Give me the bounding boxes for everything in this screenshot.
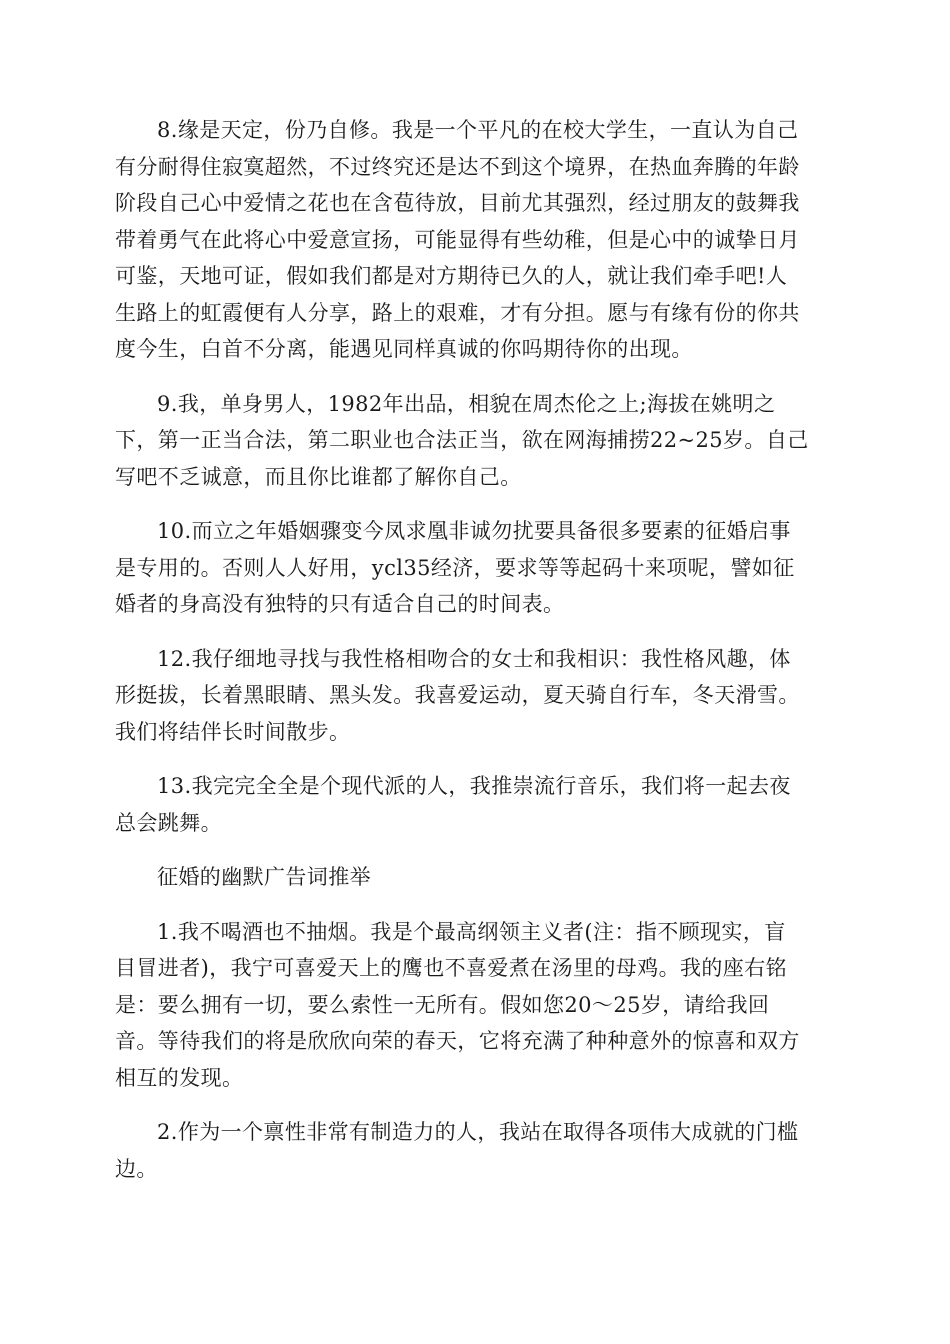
text-line: 是专用的。否则人人好用，ycl35经济，要求等等起码十来项呢，譬如征: [115, 555, 795, 580]
section-heading: 征婚的幽默广告词推举: [157, 865, 371, 889]
paragraph-12: [115, 641, 845, 751]
text-line: 2.作为一个禀性非常有制造力的人，我站在取得各项伟大成就的门槛: [157, 1120, 799, 1144]
text-line: 生路上的虹霞便有人分享，路上的艰难，才有分担。愿与有缘有份的你共: [115, 300, 800, 325]
text-line: 9.我，单身男人，1982年出品，相貌在周杰伦之上;海拔在姚明之: [157, 391, 776, 416]
text-line: 目冒进者)，我宁可喜爱天上的鹰也不喜爱煮在汤里的母鸡。我的座右铭: [115, 956, 787, 980]
text-line: 形挺拔，长着黑眼睛、黑头发。我喜爱运动，夏天骑自行车，冬天滑雪。: [115, 683, 800, 707]
text-line: 相互的发现。: [115, 1065, 244, 1090]
text-line: 我们将结伴长时间散步。: [115, 719, 351, 744]
text-line: 带着勇气在此将心中爱意宣扬，可能显得有些幼稚，但是心中的诚挚日月: [115, 227, 800, 252]
text-line: 10.而立之年婚姻骤变今凤求凰非诚勿扰要具备很多要素的征婚启事: [157, 519, 791, 543]
text-line: 1.我不喝酒也不抽烟。我是个最高纲领主义者(注：指不顾现实，盲: [157, 919, 786, 944]
text-line: 边。: [115, 1156, 158, 1181]
text-line: 12.我仔细地寻找与我性格相吻合的女士和我相识：我性格风趣，体: [157, 646, 791, 671]
text-line: 阶段自己心中爱情之花也在含苞待放，目前尤其强烈，经过朋友的鼓舞我: [115, 191, 800, 215]
paragraph-2: [115, 1114, 845, 1187]
paragraph-8: [115, 112, 845, 368]
text-line: 是：要么拥有一切，要么索性一无所有。假如您20～25岁，请给我回: [115, 992, 770, 1017]
text-line: 度今生，白首不分离，能遇见同样真诚的你吗期待你的出现。: [115, 337, 693, 361]
text-line: 有分耐得住寂寞超然，不过终究还是达不到这个境界，在热血奔腾的年龄: [115, 154, 800, 179]
paragraph-10: [115, 513, 845, 623]
paragraph-1: [115, 914, 845, 1097]
document-body: [115, 112, 845, 1205]
text-line: 8.缘是天定，份乃自修。我是一个平凡的在校大学生，一直认为自己: [157, 118, 799, 142]
text-line: 可鉴，天地可证，假如我们都是对方期待已久的人，就让我们牵手吧!人: [115, 264, 788, 288]
text-line: 总会跳舞。: [115, 810, 222, 835]
text-line: 写吧不乏诚意，而且你比谁都了解你自己。: [115, 464, 522, 489]
text-line: 婚者的身高没有独特的只有适合自己的时间表。: [115, 592, 565, 616]
text-line: 下，第一正当合法，第二职业也合法正当，欲在网海捕捞22~25岁。自己: [115, 428, 809, 452]
paragraph-9: [115, 386, 845, 496]
paragraph-13: [115, 768, 845, 841]
text-line: 音。等待我们的将是欣欣向荣的春天，它将充满了种种意外的惊喜和双方: [115, 1029, 800, 1053]
text-line: 13.我完完全全是个现代派的人，我推崇流行音乐，我们将一起去夜: [157, 774, 791, 798]
